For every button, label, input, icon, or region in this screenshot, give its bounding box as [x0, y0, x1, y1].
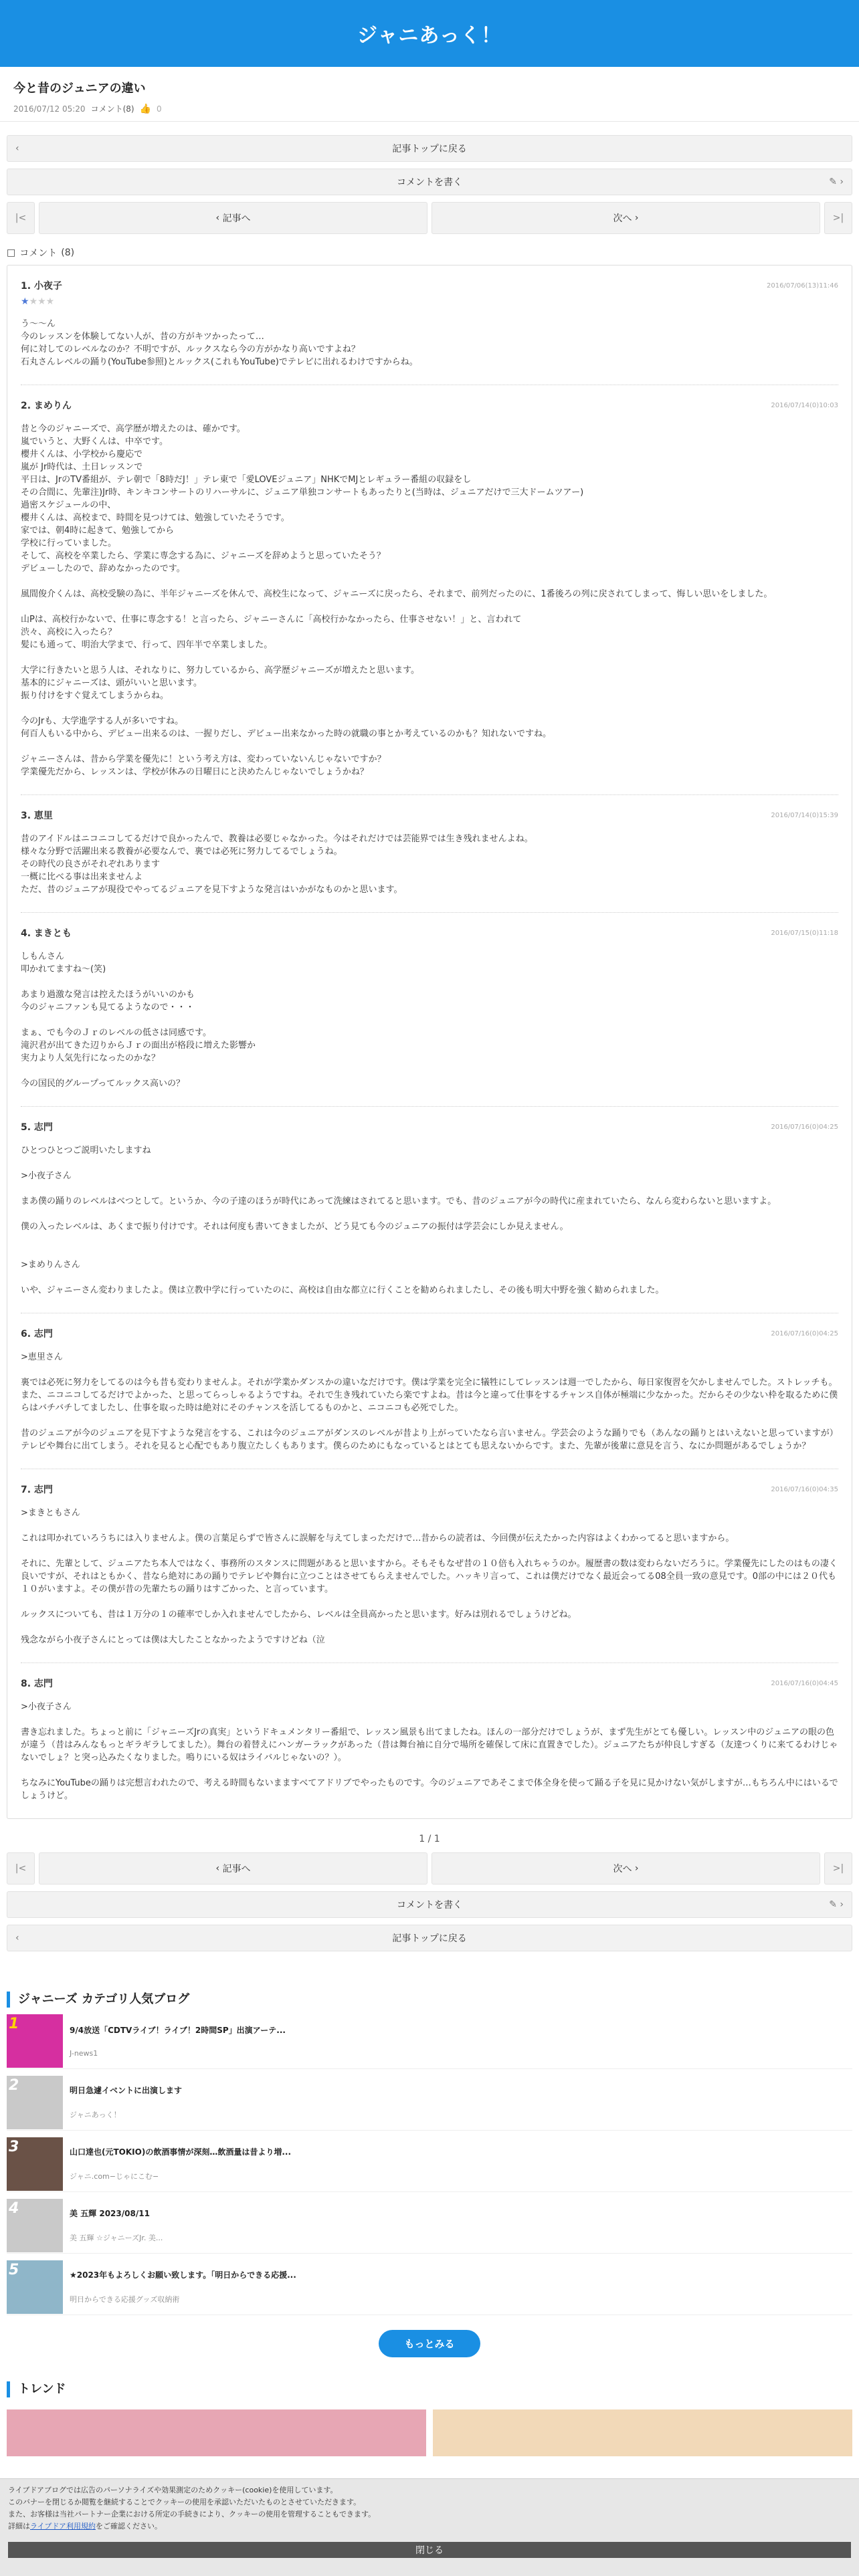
comments-link[interactable]: コメント(8): [90, 104, 134, 114]
comment-date: 2016/07/16(0)04:25: [771, 1123, 838, 1131]
comment-date: 2016/07/16(0)04:25: [771, 1329, 838, 1337]
comment-author: 4. まきとも: [21, 928, 72, 939]
cookie-close-button[interactable]: 閉じる: [8, 2542, 851, 2558]
comment-body: ひとつひとつご説明いたしますね >小夜子さん まあ僕の踊りのレベルはべつとして。というか、今の子達のほうが時代にあって洗練はされてると思います。でも、昔のジュニアが今の時代に産まれていたら、なんら変わらないと思いますよ。 僕の入ったレベルは、あくまで振り付けです。それは何度も書いてきましたが、どう見ても今のジュニアの振付は学芸会にしか見えません。 >まめりんさん いや、ジャニーさん変わりましたよ。僕は立教中学に行っていたのに、高校は自由な都立に行くことを勧められましたし、その後も明大中野を強く勧められました。: [21, 1146, 777, 1295]
trend-title: トレンド: [7, 2381, 852, 2397]
comment-author: 3. 恵里: [21, 811, 53, 821]
cookie-line: このバナーを閉じるか閲覧を継続することでクッキーの使用を承認いただいたものとさせていただきます。: [8, 2498, 361, 2506]
comment-item: [21, 1313, 838, 1469]
comments-list: [7, 265, 852, 1819]
blog-thumbnail: [7, 2199, 63, 2252]
popular-blogs-title: ジャニーズ カテゴリ人気ブログ: [7, 1992, 852, 2008]
comment-date: 2016/07/14(0)15:39: [771, 811, 838, 819]
rank-number: 3: [9, 2138, 19, 2155]
to-article-button[interactable]: ‹ 記事へ: [39, 1852, 427, 1885]
comment-author: 2. まめりん: [21, 401, 72, 411]
chevron-left-icon: ‹: [15, 1933, 19, 1943]
blog-thumbnail: [7, 2076, 63, 2129]
site-title[interactable]: ジャニあっく！: [357, 24, 502, 47]
cookie-line: [8, 2520, 851, 2533]
comment-item: [21, 1469, 838, 1663]
trend-image[interactable]: [433, 2409, 852, 2456]
cookie-line: ライブドアブログでは広告のパーソナライズや効果測定のためクッキー(cookie)を使用しています。: [8, 2486, 338, 2494]
back-to-top-label: 記事トップに戻る: [392, 144, 467, 154]
rating-stars: ★★★★: [21, 296, 55, 307]
rank-number: 2: [9, 2076, 19, 2094]
ranking-item[interactable]: [7, 2074, 852, 2131]
blog-thumbnail: [7, 2014, 63, 2068]
ranking-source: ジャニあっく！: [70, 2111, 121, 2119]
comments-count: (8): [61, 247, 75, 258]
comment-body: 昔のアイドルはニコニコしてるだけで良かったんで、教養は必要じゃなかった。今はそれだけでは芸能界では生き残れませんよね。 様々な分野で活躍出来る教養が必要なんで、裏では必死に努力してるでしょうね。 その時代の良さがそれぞれあります 一概に比べる事は出来ませんよ ただ、昔のジュニアが現役でやってるジュニアを見下すような発言はいかがなものかと思います。: [21, 834, 533, 895]
comments-heading: [7, 246, 852, 259]
rank-number: 5: [9, 2261, 19, 2278]
cookie-prefix: 詳細は: [8, 2522, 30, 2531]
ranking-source: J-news1: [70, 2048, 98, 2058]
last-page-button[interactable]: >|: [824, 202, 852, 234]
comments-label: コメント: [19, 248, 58, 259]
first-page-button[interactable]: |<: [7, 202, 35, 234]
article-date: 2016/07/12 05:20: [13, 104, 86, 114]
comment-author: 7. 志門: [21, 1485, 53, 1495]
blog-thumbnail: [7, 2260, 63, 2314]
comment-author: 6. 志門: [21, 1329, 53, 1339]
to-article-button[interactable]: ‹ 記事へ: [39, 202, 427, 234]
ranking-title: ★2023年もよろしくお願い致します。「明日からできる応援...: [70, 2270, 296, 2280]
page-indicator: 1 / 1: [419, 1834, 440, 1844]
next-label: 次へ: [613, 213, 632, 224]
comment-item: [21, 385, 838, 795]
ranking-title: 9/4放送「CDTVライブ！ライブ！2時間SP」出演アーテ...: [70, 2025, 286, 2035]
write-comment-button[interactable]: [7, 1891, 852, 1918]
ranking-source: 美 五輝 ☆ジャニーズJr. 美...: [70, 2234, 163, 2242]
ranking-title: 美 五輝 2023/08/11: [70, 2209, 150, 2218]
more-button[interactable]: もっとみる: [379, 2330, 480, 2357]
ranking-title: 山口達也(元TOKIO)の飲酒事情が深刻…飲酒量は昔より増...: [70, 2147, 291, 2157]
comment-date: 2016/07/16(0)04:35: [771, 1485, 838, 1493]
article-title: 今と昔のジュニアの違い: [13, 82, 146, 96]
comment-date: 2016/07/06(13)11:46: [767, 282, 838, 290]
article-meta: [13, 103, 846, 114]
last-page-button[interactable]: >|: [824, 1852, 852, 1885]
back-to-top-button[interactable]: [7, 135, 852, 162]
comment-author: 8. 志門: [21, 1679, 53, 1689]
write-comment-button[interactable]: [7, 169, 852, 195]
site-header: [0, 0, 859, 67]
terms-link[interactable]: ライブドア利用規約: [30, 2522, 96, 2531]
first-page-button[interactable]: |<: [7, 1852, 35, 1885]
comment-icon: □: [7, 247, 16, 258]
back-to-top-button[interactable]: [7, 1925, 852, 1951]
comment-date: 2016/07/15(0)11:18: [771, 929, 838, 937]
rank-number: 4: [9, 2199, 19, 2217]
article-header: [0, 67, 859, 122]
comment-body: 昔と今のジャニーズで、高学歴が増えたのは、確かです。 嵐でいうと、大野くんは、中卒です。 櫻井くんは、小学校から慶応で 嵐が Jr時代は、土日レッスンで 平日は、JrのTV番組が、テレ朝で「8時だJ！」テレ東で「愛LOVEジュニア」NHKでMJとレギュラー番組の収録をし その合間に、先輩注)Jr時、キンキコンサートのリハーサルに、ジュニア単独コンサートもあったりと(当時は、ジュニアだけで三大ドームツアー) 過密スケジュールの中、 櫻井くんは、高校まで、時間を見つけては、勉強していたそうです。 家では、朝4時に起きて、勉強してから 学校に行っていました。 そして、高校を卒業したら、学業に専念する為に、ジャニーズを辞めようと思っていたそう？ デビューしたので、辞めなかったのです。 風間俊介くんは、高校受験の為に、半年ジャニーズを休んで、高校生になって、ジャニーズに戻ったら、それまで、前列だったのに、1番後ろの列に戻されてしまって、悔しい思いをしました。 山Pは、高校行かないで、仕事に専念する！と言ったら、ジャニーさんに「高校行かなかったら、仕事させない！」と、言われて 渋々、高校に入ったら？ 髪にも通って、明治大学まで、行って、四年半で卒業しました。 大学に行きたいと思う人は、それなりに、努力しているから、高学歴ジャニーズが増えたと思います。 基本的にジャニーズは、頭がいいと思います。 振り付けをすぐ覚えてしまうからね。 今のJrも、大学進学する人が多いですね。 何百人もいる中から、デビュー出来るのは、一握りだし、デビュー出来なかった時の就職の事とか考えているのかも？知れないですね。 ジャニーさんは、昔から学業を優先に！という考え方は、変わっていないんじゃないですか？ 学業優先だから、レッスンは、学校が休みの日曜日にと決めたんじゃないでしょうかね？: [21, 424, 773, 777]
ranking-source: 明日からできる応援グッズ収納術: [70, 2295, 180, 2304]
trend-section: [7, 2381, 852, 2456]
comment-body: >まきともさん これは叩かれていろうちには入りませんよ。僕の言葉足らずで皆さんに誤解を与えてしまっただけで…昔からの読者は、今回僕が伝えたかった内容はよくわかってると思いますから。 それに、先輩として、ジュニアたち本人ではなく、事務所のスタンスに問題があると思いますから。そもそもなぜ昔の１０倍も入れちゃうのか。履歴書の数は変わらないだろうに。学業優先にしたのはもの凄く良いですが、それはともかく、昔なら絶対にあの踊りでテレビや舞台に立つことはさせてもらえませんでした。ハッキリ言って、これは僕だけでなく最近会ってる08全員一致の意見です。0部の中には２０代も１０がいますよ。その僕が昔の先輩たちの踊りはすごかった、と言っています。 ルックスについても、昔は１万分の１の確率でしか入れませんでしたから、レベルは全員高かったと思います。好みは別れるでしょうけどね。 残念ながら小夜子さんにとっては僕は大したことなかったようですけどね（泣: [21, 1508, 838, 1645]
back-to-top-label: 記事トップに戻る: [392, 1933, 467, 1944]
ranking-title: 明日急遽イベントに出演します: [70, 2086, 183, 2095]
pencil-icon: ✎ ›: [829, 177, 844, 187]
pager-top: [7, 202, 852, 234]
like-icon[interactable]: 👍: [139, 103, 151, 114]
ranking-item[interactable]: [7, 2197, 852, 2254]
pencil-icon: ✎ ›: [829, 1899, 844, 1910]
comment-author: 5. 志門: [21, 1122, 53, 1133]
comment-date: 2016/07/14(0)10:03: [771, 401, 838, 409]
comment-author: 1. 小夜子: [21, 281, 62, 292]
next-button[interactable]: 次へ ›: [432, 1852, 820, 1885]
rank-number: 1: [9, 2015, 19, 2032]
write-comment-label: コメントを書く: [397, 1900, 462, 1911]
blog-thumbnail: [7, 2137, 63, 2191]
cookie-line: また、お客様は当社パートナー企業における所定の手続きにより、クッキーの使用を管理することもできます。: [8, 2510, 376, 2518]
ranking-item[interactable]: [7, 2259, 852, 2315]
ranking-item[interactable]: [7, 2013, 852, 2069]
ranking-source: ジャニ.com−じゃにこむ−: [70, 2172, 159, 2181]
comment-item: [21, 1107, 838, 1313]
comment-item: [21, 1663, 838, 1818]
comment-item: [21, 913, 838, 1107]
like-count: 0: [157, 104, 162, 114]
ranking-item[interactable]: [7, 2136, 852, 2192]
cookie-suffix: をご確認ください。: [96, 2522, 163, 2531]
comment-item: [21, 265, 838, 385]
comment-date: 2016/07/16(0)04:45: [771, 1679, 838, 1687]
pager-bottom: [7, 1852, 852, 1885]
to-article-label: 記事へ: [222, 1864, 251, 1874]
comment-item: [21, 795, 838, 913]
comment-body: う〜〜ん 今のレッスンを体験してない人が、昔の方がキツかったって… 何に対してのレベルなのか？不明ですが、ルックスなら今の方がかなり高いですよね？ 石丸さんレベルの踊り(YouTube参照)とルックス(これもYouTube)でテレビに出れるわけですからね。: [21, 319, 418, 367]
comment-body: >小夜子さん 書き忘れました。ちょっと前に「ジャニーズJrの真実」というドキュメンタリー番組で、レッスン風景も出てましたね。ほんの一部分だけでしょうが、まず先生がとても優しい。レッスン中のジュニアの眼の色が違う（昔はみんなもっとギラギラしてました）。舞台の着替えにハンガーラックがあった（昔は舞台袖に自分で場所を確保して床に直置きでした）。ジュニアたちが仲良しすぎる（友達つくりに来てるわけじゃないでしょ？と突っ込みたくなりました。鳴りにいる奴はライバルじゃないの？）。 ちなみにYouTubeの踊りは完想言われたので、考える時間もないまますべてアドリブでやったものです。今のジュニアであそこまで体全身を使って踊る子を見に見かけない気がしますが…もちろん中にはいるでしょうけど。: [21, 1702, 838, 1801]
next-label: 次へ: [613, 1864, 632, 1874]
comment-body: しもんさん 叩かれてますね〜(笑) あまり過激な発言は控えたほうがいいのかも 今のジャニファンも見てるようなので・・・ まぁ、でも今のＪｒのレベルの低さは同感です。 滝沢君が出てきた辺りからＪｒの面出が格段に増えた影響か 実力より人気先行になったのかな？ 今の国民的グループってルックス高いの？: [21, 952, 256, 1089]
write-comment-label: コメントを書く: [397, 177, 462, 188]
trend-image[interactable]: [7, 2409, 426, 2456]
comment-body: >恵里さん 裏では必死に努力をしてるのは今も昔も変わりませんよ。それが学業かダンスかの違いなだけです。僕は学業を完全に犠牲にしてレッスンは週一でしたから、毎日家復習を欠かしませんでした。ストレッチも。 また、ニコニコしてるだけでよかった、と思ってらっしゃるようですね。それで生き残れていたら楽ですよね。昔は今と違って仕事をするチャンス自体が極端に少なかった。だからその少ない枠を取るために僕らはバチバチしてましたし、仕事を取った時は絶対にそのチャンスを活してるものかと、ニコニコも必死でした。 昔のジュニアが今のジュニアを見下すような発言をする、これは今のジュニアがダンスのレベルが昔より上がっていたなら言いません。学芸会のような踊りでも（あんなの踊りとはいえないと思っていますが）テレビや舞台に出てしまう。それを見ると心配でもあり腹立たしくもあります。僕らのためにもなっているとはとても思えないからです。また、先輩が後輩に意見を言う、なにか問題があるでしょうか？: [21, 1352, 838, 1451]
to-article-label: 記事へ: [222, 213, 251, 224]
next-button[interactable]: 次へ ›: [432, 202, 820, 234]
cookie-banner: [0, 2478, 859, 2576]
popular-blogs: [7, 1992, 852, 2357]
chevron-left-icon: ‹: [15, 143, 19, 154]
